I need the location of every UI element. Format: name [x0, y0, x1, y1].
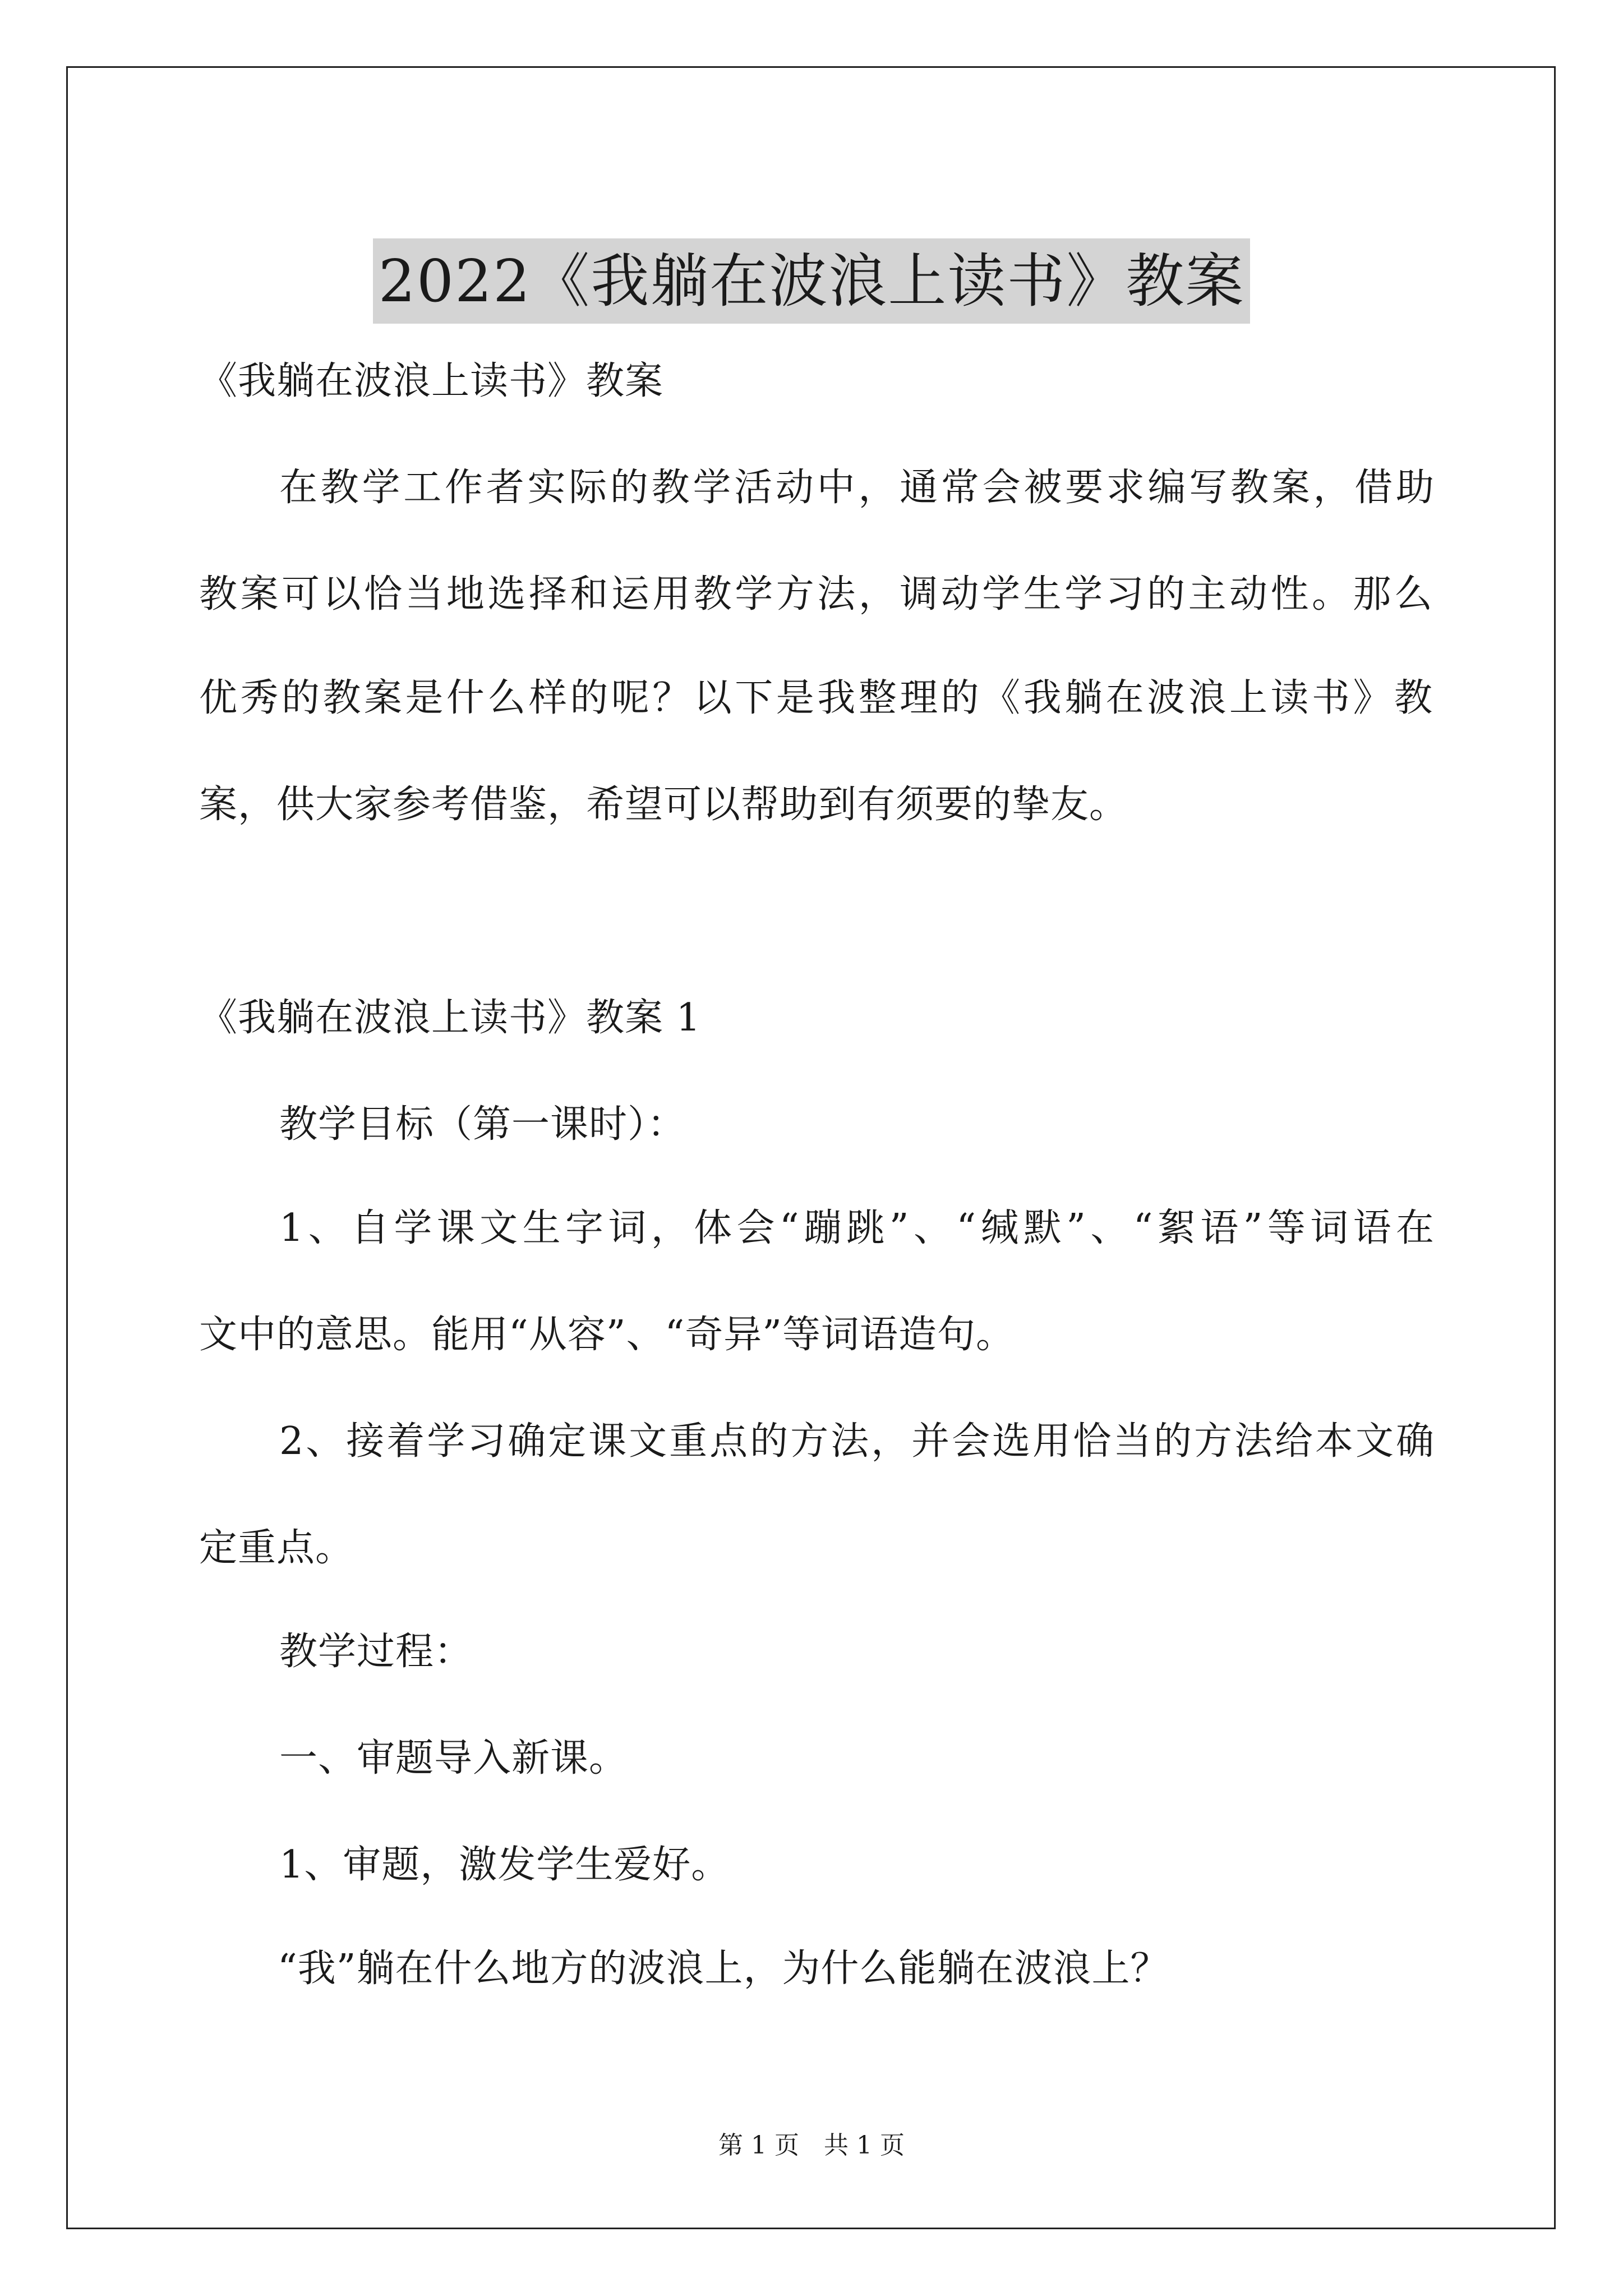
title-container: [0, 199, 1623, 362]
intro-line-2: 教案可以恰当地选择和运用教学方法，调动学生学习的主动性。那么: [199, 572, 1433, 616]
intro-line-3: 优秀的教案是什么样的呢？以下是我整理的《我躺在波浪上读书》教: [199, 676, 1433, 720]
intro-line-1: 在教学工作者实际的教学活动中，通常会被要求编写教案，借助: [279, 466, 1435, 510]
question-line: “我”躺在什么地方的波浪上，为什么能躺在波浪上？: [278, 1947, 1169, 1991]
step-1: 一、审题导入新课。: [279, 1736, 628, 1780]
document-title: 2022《我躺在波浪上读书》教案: [373, 238, 1251, 324]
objectives-heading: 教学目标（第一课时）：: [279, 1102, 686, 1147]
intro-line-4: 案，供大家参考借鉴，希望可以帮助到有须要的挚友。: [199, 783, 1128, 827]
subtitle: 《我躺在波浪上读书》教案: [199, 359, 664, 403]
objective-2-line-1: 2、接着学习确定课文重点的方法，并会选用恰当的方法给本文确: [279, 1419, 1435, 1464]
process-heading: 教学过程：: [279, 1630, 473, 1674]
objective-1-line-1: 1、自学课文生字词，体会“蹦跳”、“缄默”、“絮语”等词语在: [279, 1206, 1435, 1250]
objective-2-line-2: 定重点。: [199, 1526, 354, 1570]
objective-1-line-2: 文中的意思。能用“从容”、“奇异”等词语造句。: [199, 1313, 1015, 1357]
step-1-1: 1、审题，激发学生爱好。: [279, 1843, 730, 1887]
page-footer: 第 1 页 共 1 页: [718, 2131, 905, 2160]
section-heading: 《我躺在波浪上读书》教案 1: [199, 996, 701, 1040]
